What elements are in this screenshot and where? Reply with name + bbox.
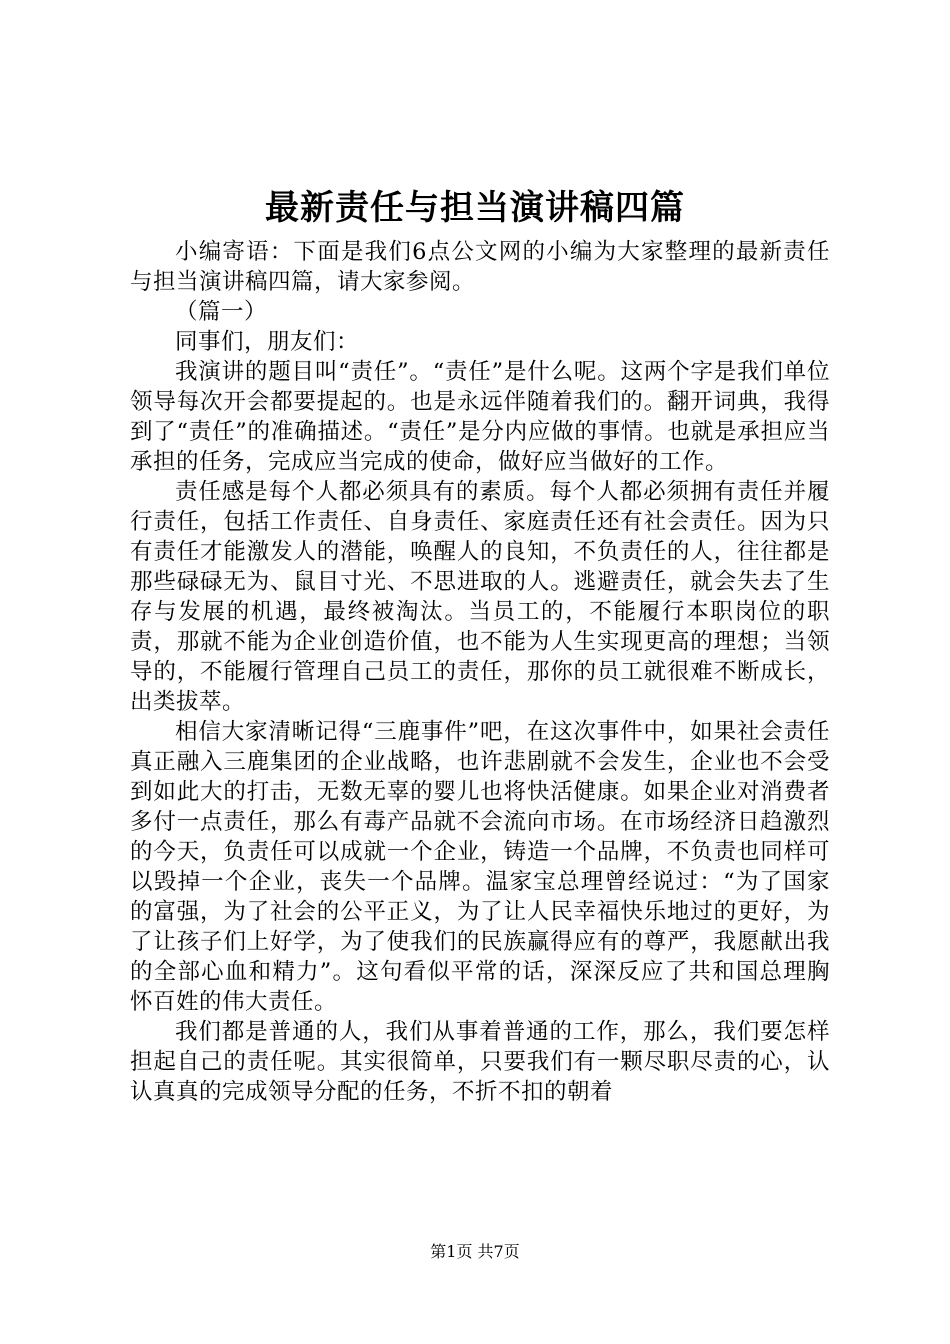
document-body <box>130 237 830 1107</box>
salutation: 同事们，朋友们： <box>175 329 360 355</box>
page-number-footer: 第1页 共7页 <box>430 1242 520 1261</box>
body-paragraph: 责任感是每个人都必须具有的素质。每个人都必须拥有责任并履行责任，包括工作责任、自身责任、家庭责任还有社会责任。因为只有责任才能激发人的潜能，唤醒人的良知，不负责任的人，往往都是那些碌碌无为、鼠目寸光、不思进取的人。逃避责任，就会失去了生存与发展的机遇，最终被淘汰。当员工的，不能履行本职岗位的职责，那就不能为企业创造价值，也不能为人生实现更高的理想；当领导的，不能履行管理自己员工的责任，那你的员工就很难不断成长，出类拔萃。 <box>130 479 830 715</box>
document-title: 最新责任与担当演讲稿四篇 <box>265 188 685 228</box>
body-paragraph: 我演讲的题目叫“责任”。“责任”是什么呢。这两个字是我们单位领导每次开会都要提起的。也是永远伴随着我们的。翻开词典，我得到了“责任”的准确描述。“责任”是分内应做的事情。也就是承担应当承担的任务，完成应当完成的使命，做好应当做好的工作。 <box>130 359 830 475</box>
body-paragraph: 相信大家清晰记得“三鹿事件”吧，在这次事件中，如果社会责任真正融入三鹿集团的企业战略，也许悲剧就不会发生，企业也不会受到如此大的打击，无数无辜的婴儿也将快活健康。如果企业对消费者多付一点责任，那么有毒产品就不会流向市场。在市场经济日趋激烈的今天，负责任可以成就一个企业，铸造一个品牌，不负责也同样可以毁掉一个企业，丧失一个品牌。温家宝总理曾经说过：“为了国家的富强，为了社会的公平正义，为了让人民幸福快乐地过的更好，为了让孩子们上好学，为了使我们的民族赢得应有的尊严，我愿献出我的全部心血和精力”。这句看似平常的话，深深反应了共和国总理胸怀百姓的伟大责任。 <box>130 719 830 1015</box>
intro-paragraph: 小编寄语：下面是我们6点公文网的小编为大家整理的最新责任与担当演讲稿四篇，请大家参阅。 <box>130 239 830 295</box>
section-heading: （篇一） <box>175 299 268 325</box>
body-paragraph: 我们都是普通的人，我们从事着普通的工作，那么，我们要怎样担起自己的责任呢。其实很简单，只要我们有一颗尽职尽责的心，认认真真的完成领导分配的任务，不折不扣的朝着 <box>130 1019 830 1105</box>
